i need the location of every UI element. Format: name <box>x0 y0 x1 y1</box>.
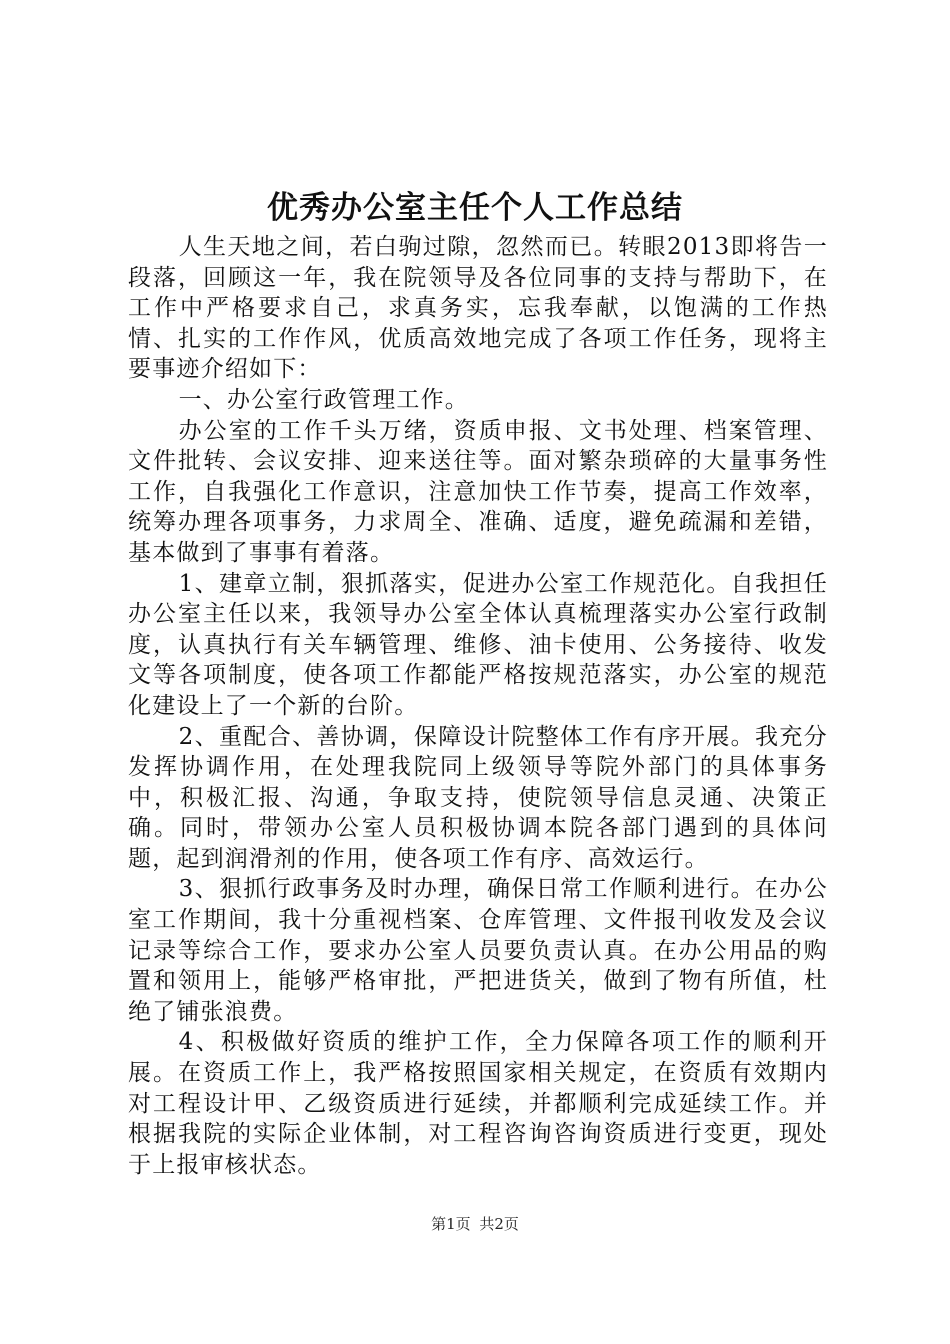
paragraph-item-2: 2、重配合、善协调，保障设计院整体工作有序开展。我充分发挥协调作用，在处理我院同上级领导等院外部门的具体事务中，积极汇报、沟通，争取支持，使院领导信息灵通、决策正确。同时，带领办公室人员积极协调本院各部门遇到的具体问题，起到润滑剂的作用，使各项工作有序、高效运行。 <box>128 723 828 872</box>
page-number: 第1页 <box>431 1215 471 1233</box>
page-total: 共2页 <box>479 1215 519 1233</box>
paragraph-admin-overview: 办公室的工作千头万绪，资质申报、文书处理、档案管理、文件批转、会议安排、迎来送往等。面对繁杂琐碎的大量事务性工作，自我强化工作意识，注意加快工作节奏，提高工作效率，统筹办理各项事务，力求周全、准确、适度，避免疏漏和差错，基本做到了事事有着落。 <box>128 417 828 566</box>
section-heading-admin: 一、办公室行政管理工作。 <box>178 386 469 413</box>
page-footer <box>0 1214 950 1234</box>
paragraph-item-3: 3、狠抓行政事务及时办理，确保日常工作顺利进行。在办公室工作期间，我十分重视档案、仓库管理、文件报刊收发及会议记录等综合工作，要求办公室人员要负责认真。在办公用品的购置和领用上，能够严格审批，严把进货关，做到了物有所值，杜绝了铺张浪费。 <box>128 876 828 1025</box>
document-title: 优秀办公室主任个人工作总结 <box>267 190 683 226</box>
paragraph-item-4: 4、积极做好资质的维护工作，全力保障各项工作的顺利开展。在资质工作上，我严格按照国家相关规定，在资质有效期内对工程设计甲、乙级资质进行延续，并都顺利完成延续工作。并根据我院的实际企业体制，对工程咨询咨询资质进行变更，现处于上报审核状态。 <box>128 1029 828 1178</box>
paragraph-intro: 人生天地之间，若白驹过隙，忽然而已。转眼2013即将告一段落，回顾这一年，我在院领导及各位同事的支持与帮助下，在工作中严格要求自己，求真务实，忘我奉献，以饱满的工作热情、扎实的工作作风，优质高效地完成了各项工作任务，现将主要事迹介绍如下： <box>128 234 828 383</box>
document-body <box>128 232 828 1180</box>
paragraph-item-1: 1、建章立制，狠抓落实，促进办公室工作规范化。自我担任办公室主任以来，我领导办公室全体认真梳理落实办公室行政制度，认真执行有关车辆管理、维修、油卡使用、公务接待、收发文等各项制度，使各项工作都能严格按规范落实，办公室的规范化建设上了一个新的台阶。 <box>128 570 828 719</box>
